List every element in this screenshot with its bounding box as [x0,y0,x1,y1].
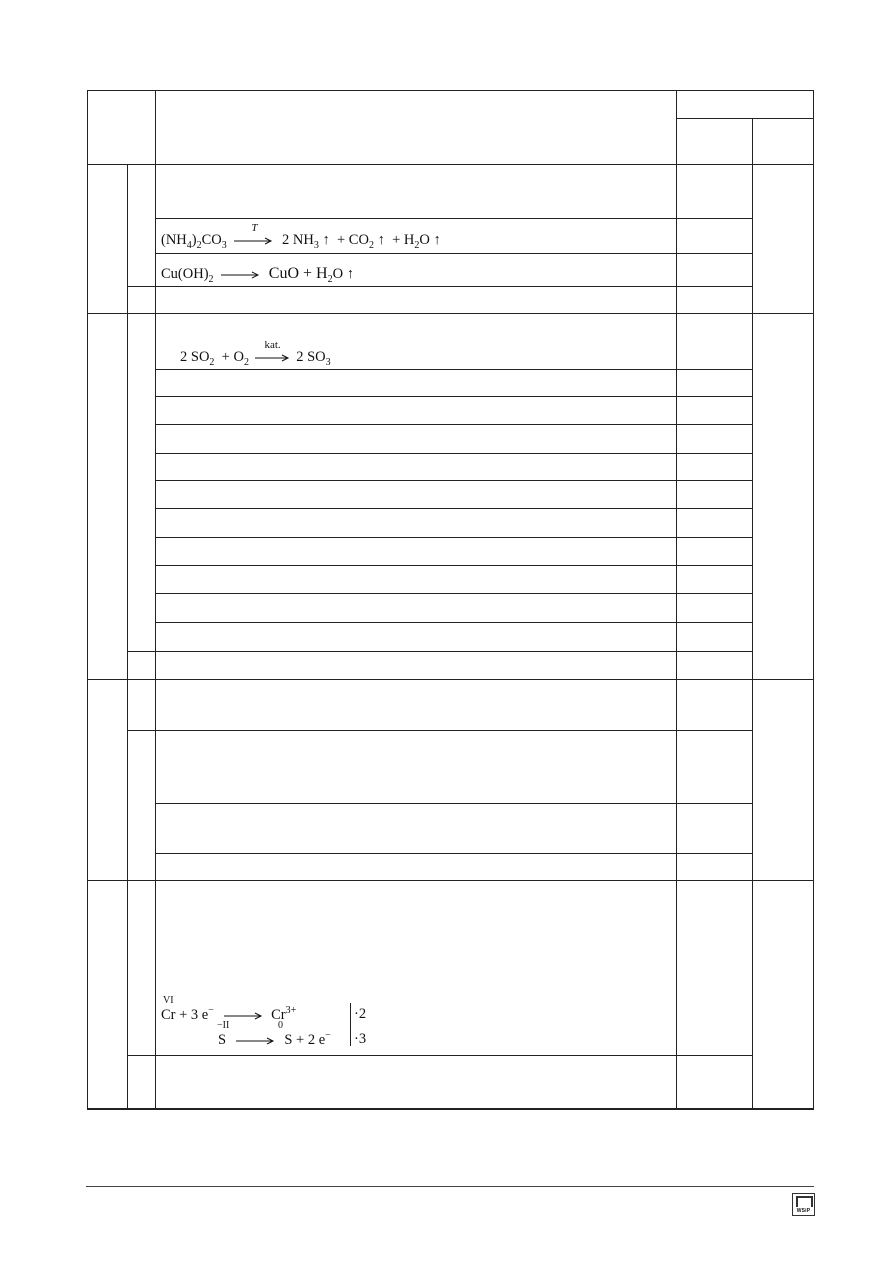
row-line [155,803,752,804]
task-divider [87,313,813,314]
table-left-border [87,90,88,1109]
header-bottom-border [87,164,813,165]
row-line [127,730,752,731]
publisher-logo-icon [792,1193,815,1216]
footer-rule [86,1186,814,1187]
gas-arrow-icon: ↑ [346,266,354,282]
row-line [127,1055,752,1056]
equation-sulfur-dioxide-oxidation: 2 $SO_2 + O_2$ kat. 2 $SO_3$ [180,338,331,368]
row-line [155,508,752,509]
row-line [155,369,752,370]
balancing-bar [350,1003,351,1046]
gas-arrow-icon: ↑ [322,232,330,248]
task-number-column-divider [155,90,156,1109]
row-line [155,253,752,254]
catalyst-label: kat. [264,338,281,351]
half-equation-sulfur: S S + 2 e− [218,1030,331,1048]
points-subcolumn-divider [752,118,753,1109]
subtask-column-divider [127,164,128,1109]
balancing-factor-2: ·3 [354,1031,367,1047]
oxidation-state-s-zero: 0 [278,1020,283,1031]
gas-arrow-icon: ↑ [377,232,385,248]
balancing-factor-1: ·2 [354,1006,367,1022]
row-line [155,218,752,219]
row-line [155,480,752,481]
half-equation-chromium: Cr + 3 e− $Cr^{3+}$ [161,1005,297,1023]
reaction-arrow-icon [255,338,291,363]
header-points-divider [676,118,813,119]
reaction-arrow-icon [224,1011,264,1021]
table-bottom-border [87,1108,814,1110]
row-line [155,453,752,454]
equation-ammonium-carbonate: $(NH_4)_2CO_3$ T 2 $NH_3$ ↑ + $CO_2$ ↑ + $H_2O$ ↑ [161,221,441,251]
task-divider [87,880,813,881]
row-line [155,622,752,623]
oxidation-state-s: −II [217,1020,230,1031]
row-line [155,565,752,566]
table-top-border [87,90,813,91]
reaction-arrow-icon [221,270,261,280]
equation-copper-hydroxide: $Cu(OH)_2$ CuO + $H_2O$ ↑ [161,265,354,285]
publisher-logo-text: WSiP [796,1208,811,1214]
row-line [127,286,752,287]
reaction-arrow-icon [234,221,274,246]
table-right-border [813,90,814,1109]
oxidation-state-cr: VI [163,995,174,1006]
points-column-divider [676,90,677,1109]
row-line [155,593,752,594]
reaction-arrow-icon [236,1036,276,1046]
task-divider [87,679,813,680]
row-line [155,853,752,854]
row-line [155,424,752,425]
row-line [127,651,752,652]
row-line [155,537,752,538]
gas-arrow-icon: ↑ [433,232,441,248]
row-line [155,396,752,397]
condition-label: T [251,221,258,234]
